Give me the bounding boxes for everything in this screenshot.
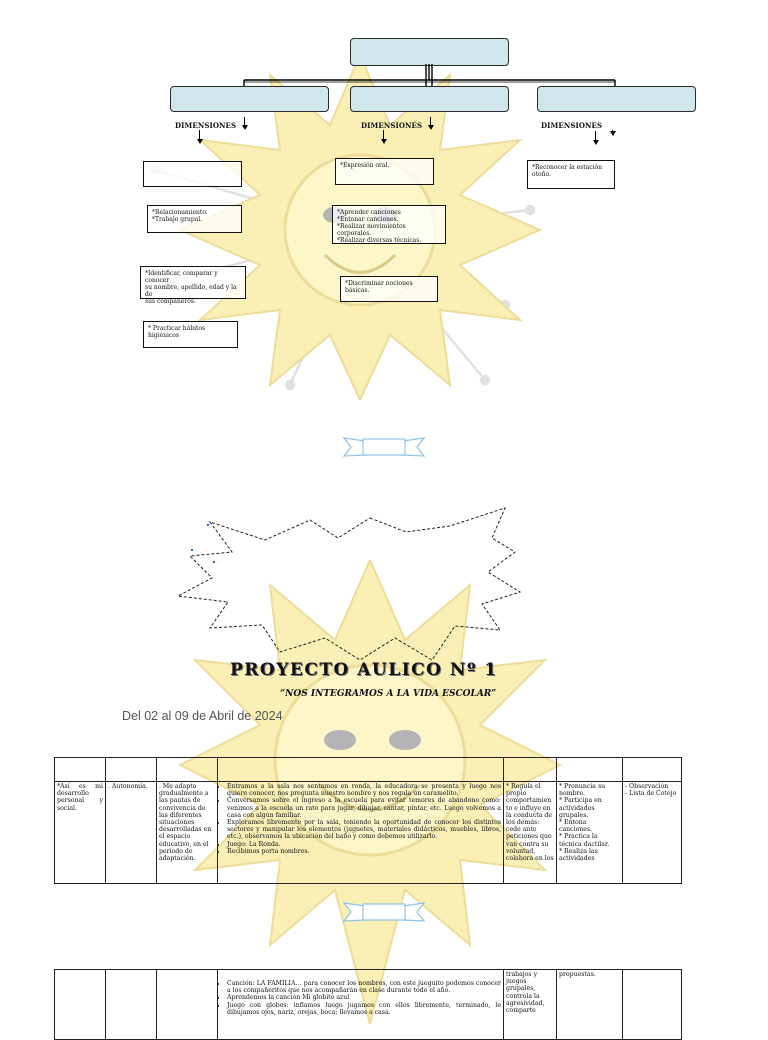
plan-table-2 xyxy=(54,969,682,1040)
activity-item: • Entramos a la sala nos sentamos en ronda, la educadora se presenta y luego nos quiere conocer, nos pregunta nuestro nombre y nos regala un caramelito. xyxy=(227,783,501,797)
header-cell xyxy=(623,758,682,782)
evaluation-cell xyxy=(623,970,682,1040)
activities-cell xyxy=(218,782,504,884)
map-col1-box-c: *Identificar, comparar y conocer su nombre, apellido, edad y la de sus compañeros. xyxy=(140,266,246,299)
map-col2-box-c: *Discriminar nociones básicas. xyxy=(340,276,438,302)
map-col1-box-d: * Practicar hábitos higiénicos xyxy=(143,321,238,348)
map-dimension-box-1 xyxy=(170,86,329,112)
ribbon-ornament xyxy=(343,901,425,923)
activity-item: • Juego: La Ronda. xyxy=(227,841,501,848)
arrow-down-icon xyxy=(595,131,596,141)
arrow-down-icon xyxy=(612,130,613,132)
area-cell xyxy=(55,970,106,1040)
activity-item: • Conversamos sobre el ingreso a la escuela para evitar temores de abandono como: venimos a la escuela un rato para jugar, dibujar, cantar, pintar, etc. Luego volvemos a casa con algún familiar. xyxy=(227,797,501,819)
map-dimension-box-2 xyxy=(350,86,509,112)
project-title: PROYECTO AULICO Nº 1 xyxy=(230,660,498,680)
indicators-cell: trabajos y juegos grupales, controla la agresividad, comparte xyxy=(504,970,557,1040)
table-row xyxy=(55,970,682,1040)
marker-dot xyxy=(213,561,215,563)
arrow-down-icon xyxy=(430,117,431,126)
achievements-cell: propuestas. xyxy=(557,970,623,1040)
header-cell xyxy=(504,758,557,782)
dimension-label-2: DIMENSIONES xyxy=(361,121,423,130)
activities-cell xyxy=(218,970,504,1040)
map-col3-box-a: *Reconocer la estación otoño. xyxy=(527,160,615,189)
header-cell xyxy=(557,758,623,782)
arrow-down-icon xyxy=(383,130,384,140)
marker-dot xyxy=(191,549,193,551)
activity-item: • Canción: LA FAMILIA… para conocer los nombres, con este jueguito podemos conocer a los compañeritos que nos acompañarán en clase durante todo el año. xyxy=(227,980,501,994)
project-subtitle: “NOS INTEGRAMOS A LA VIDA ESCOLAR” xyxy=(280,689,497,699)
map-col2-box-b: *Aprender canciones *Entonar canciones. *Realizar movimientos corporales. *Realizar diversas técnicas. xyxy=(332,205,446,244)
indicators-cell: * Regula el propio comportamien to e influye en la conducta de los demás: cede ante peticiones que van contra su voluntad, colabora en los xyxy=(504,782,557,884)
arrow-down-icon xyxy=(199,130,200,140)
dimension-label-1: DIMENSIONES xyxy=(175,121,237,130)
header-cell xyxy=(157,758,218,782)
axis-cell: . Autonomía. xyxy=(106,782,157,884)
table-row xyxy=(55,782,682,884)
header-cell xyxy=(218,758,504,782)
project-dates: Del 02 al 09 de Abril de 2024 xyxy=(122,709,283,723)
activity-item: • Aprendemos la canción Mi globito azul xyxy=(227,994,501,1001)
arrow-down-icon xyxy=(244,117,245,126)
achievements-cell: * Pronuncia su nombre. * Participa en actividades grupales. * Entona canciones. * Practica la técnica dactilar. * Realiza las actividades xyxy=(557,782,623,884)
dimension-label-3: DIMENSIONES xyxy=(541,121,603,130)
objective-cell xyxy=(157,970,218,1040)
starburst-shape xyxy=(170,500,545,670)
ribbon-ornament xyxy=(343,436,425,458)
table-header-row xyxy=(55,758,682,782)
activity-item: • Juego con globos: inflamos luego jugamos con ellos libremente, terminado, le dibujamos ojos, nariz, orejas, boca; llevamos a casa. xyxy=(227,1002,501,1016)
activity-item: • Recibimos porta nombres. xyxy=(227,848,501,855)
axis-cell xyxy=(106,970,157,1040)
map-col1-box-a xyxy=(143,161,242,187)
plan-table-1 xyxy=(54,757,682,884)
map-connectors xyxy=(0,0,768,100)
header-cell xyxy=(55,758,106,782)
header-cell xyxy=(106,758,157,782)
activity-item: • Exploramos libremente por la sala, teniendo la oportunidad de conocer los distintos sectores y manipular los elementos (juguetes, materiales didácticos, muebles, libros, etc.), observamos la ubicación del baño y como debemos utilizarlo. xyxy=(227,819,501,841)
area-cell: *Así es mi desarrollo personal y social. xyxy=(55,782,106,884)
objective-cell: . Me adapto gradualmente a las pautas de convivencia de las diferentes situaciones desarrolladas en el espacio educativo, en el período de adaptación. xyxy=(157,782,218,884)
map-dimension-box-3 xyxy=(537,86,696,112)
marker-dot xyxy=(207,524,209,526)
evaluation-cell: - Observación - Lista de Cotejo xyxy=(623,782,682,884)
map-col1-box-b: *Relacionamiento. *Trabajo grupal. xyxy=(147,205,242,233)
map-col2-box-a: *Expresión oral. xyxy=(335,158,434,185)
